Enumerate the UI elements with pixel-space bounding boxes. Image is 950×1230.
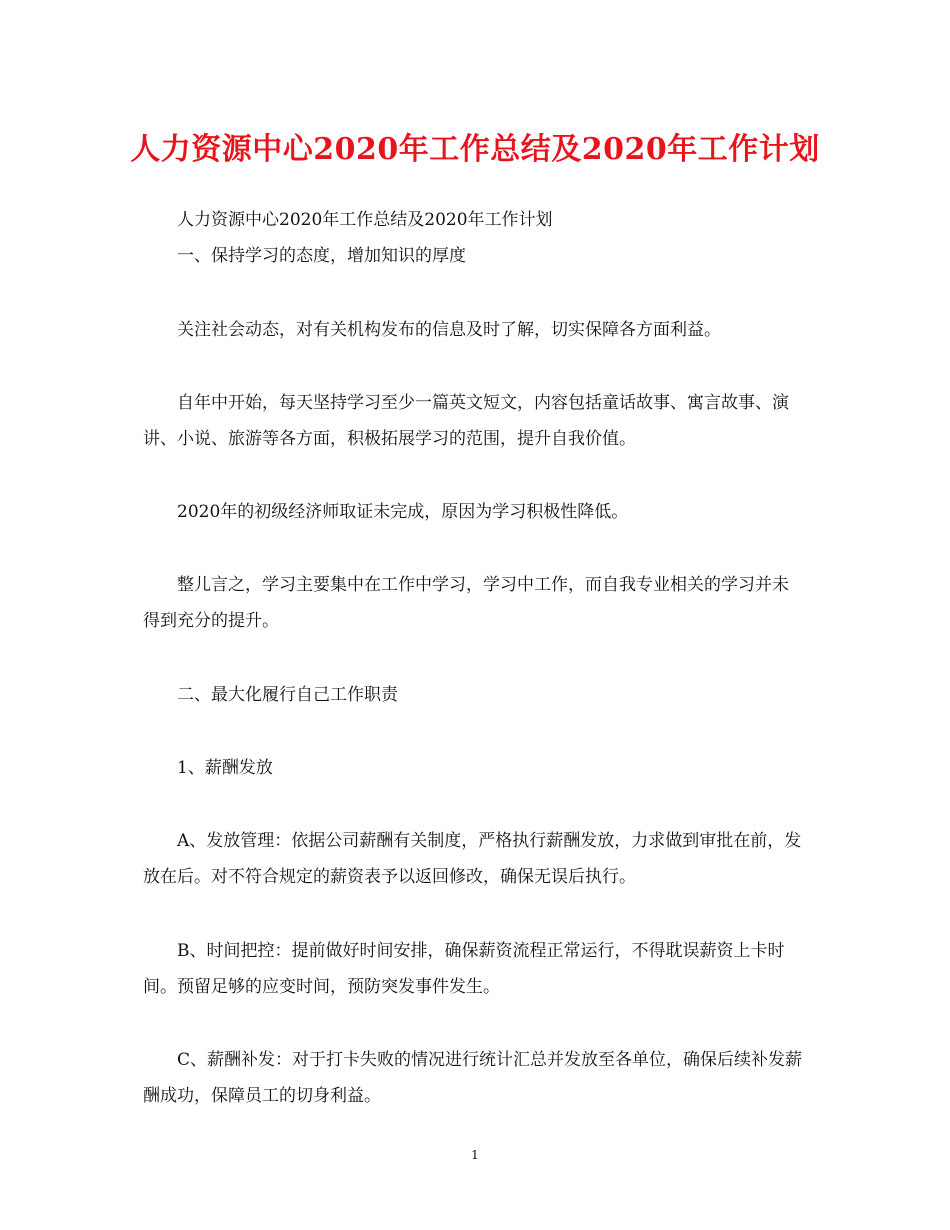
section-heading-2: 二、最大化履行自己工作职责: [177, 685, 398, 705]
paragraph: 整儿言之，学习主要集中在工作中学习，学习中工作，而自我专业相关的学习并未得到充分的提升。: [143, 575, 789, 631]
section-heading-1: 一、保持学习的态度，增加知识的厚度: [177, 246, 466, 266]
document-title: 人力资源中心2020年工作总结及2020年工作计划: [130, 132, 820, 167]
paragraph: A、发放管理：依据公司薪酬有关制度，严格执行薪酬发放，力求做到审批在前，发放在后。对不符合规定的薪资表予以返回修改，确保无误后执行。: [143, 831, 802, 887]
paragraph: 2020年的初级经济师取证未完成，原因为学习积极性降低。: [177, 502, 629, 522]
paragraph: 自年中开始，每天坚持学习至少一篇英文短文，内容包括童话故事、寓言故事、演讲、小说、旅游等各方面，积极拓展学习的范围，提升自我价值。: [143, 393, 789, 449]
page-number: 1: [471, 1148, 479, 1162]
subsection-heading: 1、薪酬发放: [177, 758, 273, 778]
paragraph: B、时间把控：提前做好时间安排，确保薪资流程正常运行，不得耽误薪资上卡时间。预留足够的应变时间，预防突发事件发生。: [143, 941, 785, 997]
paragraph-subtitle: 人力资源中心2020年工作总结及2020年工作计划: [177, 210, 553, 230]
paragraph: C、薪酬补发：对于打卡失败的情况进行统计汇总并发放至各单位，确保后续补发薪酬成功，保障员工的切身利益。: [143, 1050, 803, 1106]
paragraph: 关注社会动态，对有关机构发布的信息及时了解，切实保障各方面利益。: [177, 320, 721, 340]
